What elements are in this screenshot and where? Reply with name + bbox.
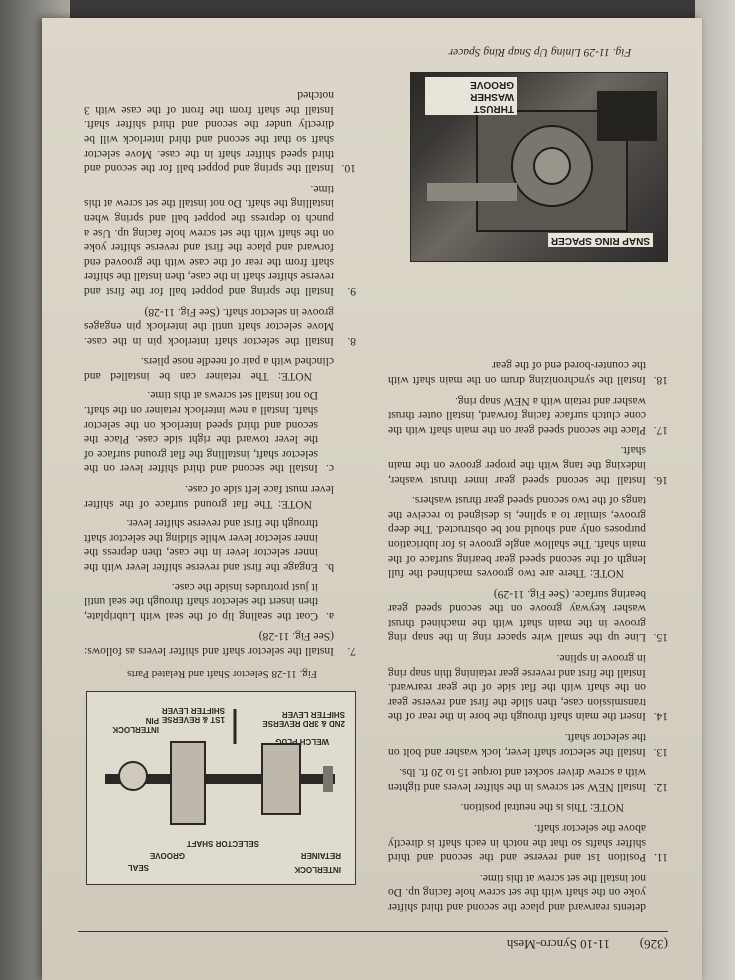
left-column bbox=[388, 352, 668, 914]
step-8 bbox=[84, 304, 356, 348]
label-snap-ring-spacer: SNAP RING SPACER bbox=[548, 233, 653, 247]
step-number: 11. bbox=[653, 851, 668, 865]
step-18 bbox=[388, 358, 668, 387]
step-14 bbox=[388, 651, 668, 724]
step-number: 15. bbox=[653, 631, 668, 645]
step-16 bbox=[388, 443, 668, 487]
label-thrust-washer-groove: THRUST WASHER GROOVE bbox=[425, 77, 517, 115]
sub-step-text: Install the second and third shifter lever on the selector shaft, installing the flat ground surface of the lever toward the right side case. Place the second and third speed interlock on the selector shaft. Install a new interlock retainer on the shaft. Do not install set screws at this time. bbox=[84, 389, 318, 476]
step-text: Install the second speed gear inner thrust washer, indexing the tang with the proper groove on the main shaft. bbox=[388, 444, 646, 487]
step-number: 12. bbox=[653, 780, 668, 794]
label-groove: GROOVE bbox=[149, 851, 185, 860]
page-number: (326) bbox=[639, 937, 668, 952]
page-content-upside-down bbox=[42, 18, 702, 980]
step-7b bbox=[84, 516, 334, 574]
figure-11-28-caption: Fig. 11-28 Selector Shaft and Related Parts bbox=[127, 668, 317, 680]
step-number: 7. bbox=[347, 645, 356, 658]
step-number: 13. bbox=[653, 745, 668, 759]
step-9 bbox=[84, 181, 356, 298]
step-13 bbox=[388, 729, 668, 758]
sub-step-text: Coat the sealing lip of the seal with Lubriplate, then insert the selector shaft through the seal until it just protrudes inside the case. bbox=[84, 580, 318, 623]
continued-text-body: detents rearward and place the second and third shifter yoke on the shaft with the set screw hole facing up. Do not install the set screw at this time. bbox=[388, 871, 646, 914]
step-text: Insert the main shaft through the bore in the rear of the transmission case, then slide the first and reverse gear on the shaft with the flat side of the gear rearward. Install the first and reverse gear retaining thin snap ring in groove in spline. bbox=[388, 652, 646, 724]
step-text: Install the spring and poppet ball for the first and reverse shifter shaft in the case, then install the shifter shaft from the rear of the case with the grooved end forward and place the first and reverse shifter yoke on the shaft with the set screw hole facing up. Use a punch to depress the poppet ball and spring when installing the shaft. Do not install the set screw at this time. bbox=[84, 182, 334, 298]
step-7a bbox=[84, 579, 334, 623]
seal-ring bbox=[119, 762, 147, 790]
welch-plug-part bbox=[323, 766, 333, 792]
figure-11-28-drawing bbox=[86, 691, 356, 885]
label-interlock-pin: INTERLOCK PIN bbox=[112, 716, 159, 734]
figure-11-29-photo bbox=[410, 72, 668, 262]
main-shaft-end bbox=[534, 148, 570, 184]
step-text: Install NEW set screws in the shifter levers and tighten with a screw driver socket and torque 15 to 20 ft. lbs. bbox=[388, 766, 646, 794]
section-title: 11-10 Syncro-Mesh bbox=[506, 937, 610, 952]
step-number: 18. bbox=[653, 374, 668, 387]
step-text: Install the selector shaft interlock pin in the case. Move selector shaft until the interlock pin engages groove in selector shaft. (See Fig. 11-28) bbox=[84, 305, 334, 348]
first-reverse-lever bbox=[171, 742, 205, 824]
step-text: Position 1st and reverse and the second and third shifter shafts so that the notch in each shaft is directly above the selector shaft. bbox=[388, 822, 646, 865]
sub-step-letter: b. bbox=[325, 561, 334, 575]
label-welch-plug: WELCH PLUG bbox=[275, 737, 329, 746]
label-seal: SEAL bbox=[127, 863, 149, 872]
sub-step-letter: c. bbox=[325, 462, 334, 476]
sub-step-letter: a. bbox=[325, 609, 334, 623]
label-interlock: INTERLOCK bbox=[294, 865, 341, 874]
note-flat-surface: NOTE: The flat ground surface of the shifter lever must face left side of case. bbox=[84, 483, 334, 511]
manual-page bbox=[42, 18, 702, 980]
shadow bbox=[597, 91, 657, 141]
shaft bbox=[427, 183, 517, 201]
label-retainer: RETAINER bbox=[300, 851, 341, 860]
note-grooves: NOTE: There are two grooves machined the full length of the second speed gear bearing surface of the main shaft. The shallow angle groove is for lubrication purposes only and should not be obstructed. The deep groove, similar to a spline, is designed to receive the tangs of the two second speed gear thrust washers. bbox=[388, 494, 646, 581]
step-text: Line up the small wire spacer ring in the snap ring groove in the main shaft with the machined thrust washer keyway groove on the second speed gear bearing surface. (See Fig. 11-29) bbox=[388, 587, 646, 645]
step-15 bbox=[388, 586, 668, 644]
step-number: 10. bbox=[341, 162, 356, 176]
step-number: 16. bbox=[653, 473, 668, 487]
step-7 bbox=[84, 629, 356, 658]
step-17 bbox=[388, 393, 668, 437]
continued-text bbox=[388, 870, 668, 914]
label-first-reverse-lever: 1ST & REVERSE SHIFTER LEVER bbox=[161, 706, 225, 724]
step-10 bbox=[84, 88, 356, 176]
step-text: Install the spring and poppet ball for the second and third speed shifter shaft in the case. Move selector shaft so that the second and third interlock will be directly under the second and third shifter shaft. Install the shaft from the front of the case with 3 notched bbox=[84, 89, 334, 176]
step-number: 9. bbox=[347, 284, 356, 298]
step-7c bbox=[84, 388, 334, 476]
label-second-third-lever: 2ND & 3RD REVERSE SHIFTER LEVER bbox=[262, 710, 345, 728]
step-number: 8. bbox=[347, 334, 356, 348]
step-11 bbox=[388, 820, 668, 864]
step-text: Install the selector shaft lever, lock washer and bolt on the selector shaft. bbox=[388, 731, 646, 759]
right-column bbox=[84, 82, 356, 658]
step-text: Install the synchronizing drum on the main shaft with the counter-bored end of the gear bbox=[388, 359, 646, 387]
step-number: 14. bbox=[653, 710, 668, 724]
step-text: Install the selector shaft and shifter levers as follows: (See Fig. 11-28) bbox=[84, 630, 334, 658]
figure-11-29-caption: Fig. 11-29 Lining Up Snap Ring Spacer bbox=[448, 46, 632, 58]
step-12 bbox=[388, 765, 668, 794]
label-selector-shaft: SELECTOR SHAFT bbox=[186, 839, 259, 848]
sub-step-text: Engage the first and reverse shifter lever with the inner selector lever in the case, then depress the inner selector lever while sliding the selector shaft through the first and reverse shifter lever. bbox=[84, 517, 318, 575]
step-text: Place the second speed gear on the main shaft with the cone clutch surface facing forward, install outer thrust washer and retain with a NEW snap ring. bbox=[388, 394, 646, 437]
note-retainer: NOTE: The retainer can be installed and clinched with a pair of needle nose pliers. bbox=[84, 355, 334, 383]
note-neutral: NOTE: This is the neutral position. bbox=[460, 801, 624, 815]
second-third-lever bbox=[262, 744, 300, 814]
page-header bbox=[78, 931, 668, 952]
step-number: 17. bbox=[653, 423, 668, 437]
